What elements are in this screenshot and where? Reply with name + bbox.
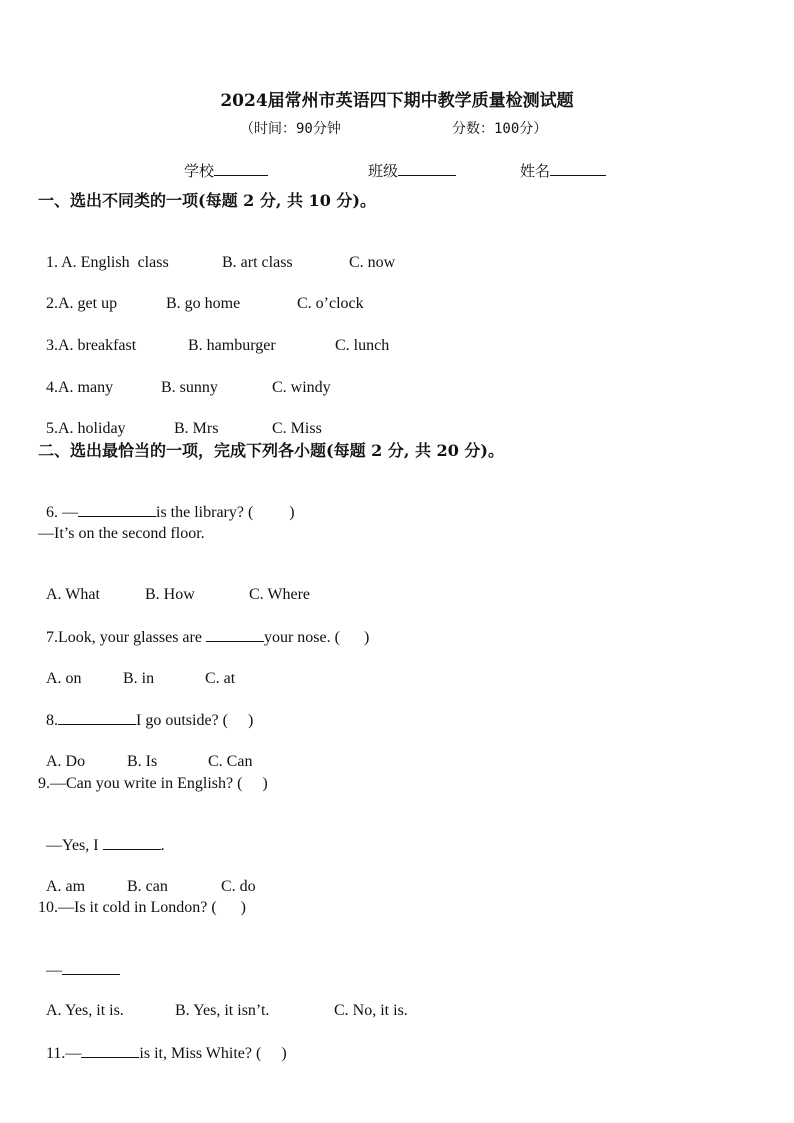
question-2	[38, 274, 364, 314]
question-6	[38, 482, 295, 523]
q10-blank[interactable]	[62, 960, 120, 975]
q11-blank[interactable]	[81, 1043, 139, 1058]
q2-option-b[interactable]: B. go home	[166, 295, 241, 312]
q6-reply: —It’s on the second floor.	[38, 525, 205, 542]
class-label: 班级	[368, 162, 399, 180]
q7-option-c[interactable]: C. at	[205, 670, 236, 687]
q9-option-a[interactable]: A. am	[46, 878, 86, 895]
name-field	[520, 160, 606, 181]
q1-option-b[interactable]: B. art class	[222, 254, 293, 271]
q7-blank[interactable]	[206, 627, 264, 642]
time-info: （时间：90分钟	[240, 121, 341, 137]
q10-option-c[interactable]: C. No, it is.	[334, 1002, 408, 1019]
question-3	[38, 316, 390, 356]
q6-blank[interactable]	[78, 502, 156, 517]
question-7	[38, 607, 369, 648]
q6-prefix: 6. —	[46, 504, 78, 521]
class-field	[368, 160, 456, 181]
q9-blank[interactable]	[103, 835, 161, 850]
q3-option-c[interactable]: C. lunch	[335, 337, 390, 354]
q1-option-c[interactable]: C. now	[349, 254, 396, 271]
question-10: 10.—Is it cold in London? ( )	[38, 899, 246, 916]
q5-option-b[interactable]: B. Mrs	[174, 420, 219, 437]
q10-reply-prefix: —	[46, 962, 62, 979]
q5-option-c[interactable]: C. Miss	[272, 420, 322, 437]
q6-option-a[interactable]: A. What	[46, 586, 100, 603]
section1-heading: 一、选出不同类的一项(每题 2 分, 共 10 分)。	[38, 191, 376, 210]
q8-blank[interactable]	[58, 710, 136, 725]
q8-option-a[interactable]: A. Do	[46, 753, 86, 770]
question-1	[38, 233, 396, 273]
q8-prefix: 8.	[46, 712, 58, 729]
section2-heading: 二、选出最恰当的一项，完成下列各小题(每题 2 分, 共 20 分)。	[38, 441, 504, 460]
q8-suffix: I go outside? ( )	[136, 712, 254, 729]
q6-suffix: is the library? ( )	[156, 504, 295, 521]
school-field	[184, 160, 268, 181]
q7-option-a[interactable]: A. on	[46, 670, 82, 687]
q10-option-a[interactable]: A. Yes, it is.	[46, 1002, 124, 1019]
class-blank[interactable]	[398, 161, 456, 176]
q9-reply-suffix: .	[160, 837, 165, 854]
q3-option-a[interactable]: 3.A. breakfast	[46, 337, 137, 354]
q7-prefix: 7.Look, your glasses are	[46, 629, 206, 646]
q8-options	[38, 732, 253, 772]
q8-option-b[interactable]: B. Is	[127, 753, 158, 770]
question-5	[38, 399, 322, 439]
name-label: 姓名	[520, 162, 551, 180]
q7-options	[38, 649, 236, 689]
q7-suffix: your nose. ( )	[263, 629, 370, 646]
q2-option-c[interactable]: C. o’clock	[297, 295, 364, 312]
q10-reply	[38, 940, 120, 981]
q8-option-c[interactable]: C. Can	[208, 753, 253, 770]
q9-options	[38, 857, 256, 897]
q10-options	[38, 981, 408, 1021]
q2-option-a[interactable]: 2.A. get up	[46, 295, 118, 312]
q6-option-b[interactable]: B. How	[145, 586, 195, 603]
q9-reply	[38, 815, 165, 856]
q4-option-b[interactable]: B. sunny	[161, 379, 218, 396]
q3-option-b[interactable]: B. hamburger	[188, 337, 276, 354]
school-blank[interactable]	[214, 161, 268, 176]
q5-option-a[interactable]: 5.A. holiday	[46, 420, 126, 437]
score-info: 分数：100分）	[452, 121, 548, 137]
question-9: 9.—Can you write in English? ( )	[38, 775, 268, 792]
q6-option-c[interactable]: C. Where	[249, 586, 311, 603]
question-8	[38, 690, 253, 731]
question-4	[38, 358, 331, 398]
q4-option-a[interactable]: 4.A. many	[46, 379, 114, 396]
q7-option-b[interactable]: B. in	[123, 670, 155, 687]
q1-option-a[interactable]: 1. A. English class	[46, 254, 169, 271]
q6-options	[38, 565, 311, 605]
q11-suffix: is it, Miss White? ( )	[139, 1045, 287, 1062]
name-blank[interactable]	[550, 161, 606, 176]
q9-option-c[interactable]: C. do	[221, 878, 256, 895]
q9-reply-prefix: —Yes, I	[46, 837, 103, 854]
school-label: 学校	[184, 162, 215, 180]
q11-prefix: 11.—	[46, 1045, 82, 1062]
question-11	[38, 1023, 287, 1064]
q9-option-b[interactable]: B. can	[127, 878, 168, 895]
q4-option-c[interactable]: C. windy	[272, 379, 331, 396]
q10-option-b[interactable]: B. Yes, it isn’t.	[175, 1002, 270, 1019]
page-title: 2024届常州市英语四下期中教学质量检测试题	[220, 91, 574, 111]
